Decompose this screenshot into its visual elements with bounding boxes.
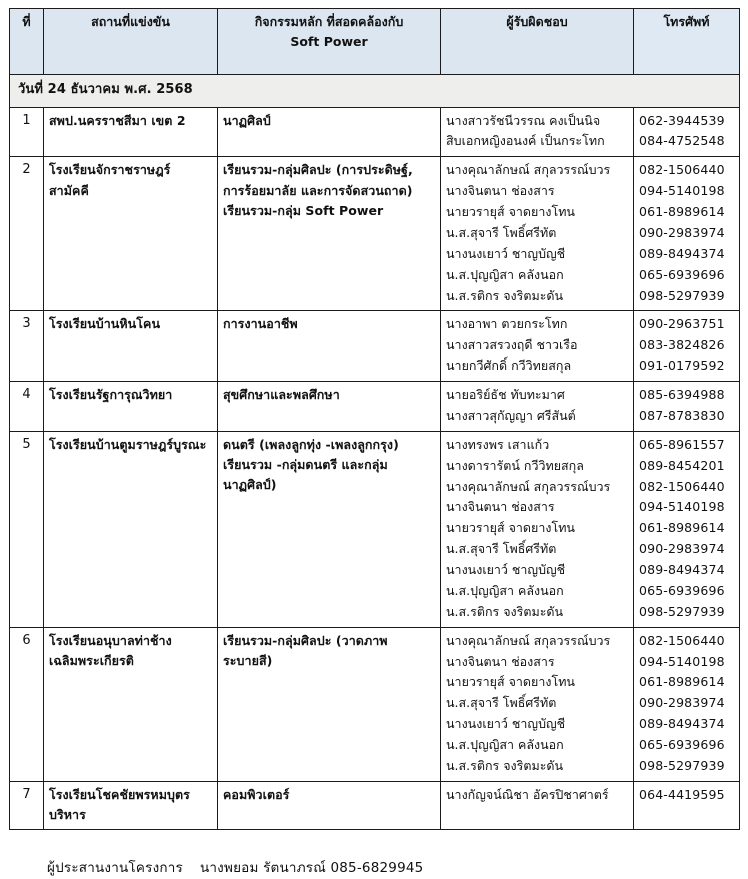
column-header-activity [218,9,441,75]
activity-line: นาฏศิลป์ [223,112,271,128]
phone-number: 090-2983974 [639,541,725,557]
venue-line: โรงเรียนรัฐการุณวิทยา [49,387,173,403]
footer-coordinator-contact: นางพยอม รัตนาภรณ์ 085-6829945 [199,860,424,877]
phone-number: 090-2983974 [639,695,725,711]
phone-number: 082-1506440 [639,162,725,178]
activity-line: การงานอาชีพ [223,316,298,332]
responsible-name: นางสาวสรวงฤดี ชาวเรือ [446,337,578,353]
venue-line: สามัคคี [49,182,89,198]
cell-number: 6 [10,627,44,781]
phone-number: 090-2963751 [639,316,725,332]
cell-phone [634,627,740,781]
phone-number: 098-5297939 [639,757,725,773]
responsible-name: นางนงเยาว์ ชาญบัญชี [446,562,566,578]
responsible-name: น.ส.สุจารี โพธิ์ศรีทัต [446,224,557,240]
phone-number: 098-5297939 [639,287,725,303]
cell-responsible [441,382,634,432]
phone-number: 065-6939696 [639,737,725,753]
responsible-name: นางนงเยาว์ ชาญบัญชี [446,245,566,261]
activity-line: เรียนรวม-กลุ่มศิลปะ (วาดภาพ [223,632,388,648]
activity-line: เรียนรวม-กลุ่ม Soft Power [223,202,384,218]
table-body [10,75,740,830]
cell-activity [218,107,441,157]
cell-number: 2 [10,157,44,311]
responsible-name: นายกวีศักดิ์ กวีวิทยสกุล [446,358,572,374]
phone-number: 061-8989614 [639,520,725,536]
responsible-name: นางจินตนา ช่องสาร [446,653,555,669]
responsible-name: นายวรายุส์ จาดยางโทน [446,520,575,536]
activity-line: นาฏศิลป์) [223,477,277,493]
table-row [10,781,740,830]
table-row [10,311,740,382]
responsible-name: น.ส.ปุญญิสา คลังนอก [446,266,564,282]
table-row [10,627,740,781]
phone-number: 087-8783830 [639,407,725,423]
cell-number: 3 [10,311,44,382]
venue-line: โรงเรียนอนุบาลท่าช้าง [49,632,172,648]
venue-line: สพป.นครราชสีมา เขต 2 [49,112,186,128]
cell-venue [44,382,218,432]
venue-line: บริหาร [49,807,86,823]
responsible-name: นางสาวสุกัญญา ศรีสันต์ [446,407,576,423]
responsible-name: นายวรายุส์ จาดยางโทน [446,204,575,220]
cell-venue [44,157,218,311]
cell-activity [218,311,441,382]
responsible-name: น.ส.ปุญญิสา คลังนอก [446,737,564,753]
activity-line: การร้อยมาลัย และการจัดสวนถาด) [223,182,413,198]
column-header-responsible: ผู้รับผิดชอบ [441,9,634,75]
venue-line: เฉลิมพระเกียรติ [49,652,134,668]
responsible-name: นางนงเยาว์ ชาญบัญชี [446,716,566,732]
responsible-name: นางคุณาลักษณ์ สกุลวรรณ์บวร [446,162,611,178]
phone-number: 061-8989614 [639,204,725,220]
phone-number: 082-1506440 [639,632,725,648]
cell-number: 4 [10,382,44,432]
responsible-name: นางทรงพร เสาแก้ว [446,436,550,452]
cell-venue [44,311,218,382]
cell-phone [634,781,740,830]
cell-number: 1 [10,107,44,157]
cell-phone [634,157,740,311]
cell-venue [44,627,218,781]
cell-venue [44,107,218,157]
responsible-name: นางคุณาลักษณ์ สกุลวรรณ์บวร [446,478,611,494]
phone-number: 089-8454201 [639,457,725,473]
responsible-name: นางคุณาลักษณ์ สกุลวรรณ์บวร [446,632,611,648]
cell-responsible [441,781,634,830]
responsible-name: น.ส.สุจารี โพธิ์ศรีทัต [446,541,557,557]
phone-number: 065-8961557 [639,436,725,452]
activity-line: สุขศึกษาและพลศึกษา [223,387,340,403]
competition-schedule-table [9,8,740,830]
responsible-name: น.ส.รติกร จงริตมะดัน [446,287,564,303]
cell-responsible [441,157,634,311]
responsible-name: น.ส.สุจารี โพธิ์ศรีทัต [446,695,557,711]
phone-number: 085-6394988 [639,387,725,403]
responsible-name: นางสาวรัชนีวรรณ คงเป็นนิจ [446,112,601,128]
column-header-activity-line2: Soft Power [290,33,368,49]
footer-coordinator-label: ผู้ประสานงานโครงการ [47,860,183,877]
cell-activity [218,382,441,432]
cell-phone [634,107,740,157]
responsible-name: นางจินตนา ช่องสาร [446,183,555,199]
phone-number: 065-6939696 [639,582,725,598]
column-header-number: ที่ [10,9,44,75]
phone-number: 062-3944539 [639,112,725,128]
phone-number: 084-4752548 [639,133,725,149]
table-header [10,9,740,75]
phone-number: 065-6939696 [639,266,725,282]
cell-responsible [441,431,634,627]
responsible-name: สิบเอกหญิงอนงค์ เป็นกระโทก [446,133,605,149]
cell-responsible [441,311,634,382]
responsible-name: นายวรายุส์ จาดยางโทน [446,674,575,690]
responsible-name: นางอาพา ตวยกระโทก [446,316,568,332]
phone-number: 082-1506440 [639,478,725,494]
column-header-phone: โทรศัพท์ [634,9,740,75]
cell-responsible [441,627,634,781]
phone-number: 090-2983974 [639,224,725,240]
phone-number: 089-8494374 [639,716,725,732]
responsible-name: นางกัญจน์ณิชา อัครปิชาศาตร์ [446,786,609,802]
table-row [10,107,740,157]
cell-number: 5 [10,431,44,627]
activity-line: ดนตรี (เพลงลูกทุ่ง -เพลงลูกกรุง) [223,436,399,452]
cell-number: 7 [10,781,44,830]
cell-activity [218,781,441,830]
cell-activity [218,157,441,311]
cell-activity [218,627,441,781]
cell-phone [634,311,740,382]
table-row [10,157,740,311]
responsible-name: นายอริย์ธัช ทับทะมาศ [446,387,565,403]
column-header-venue: สถานที่แข่งขัน [44,9,218,75]
phone-number: 094-5140198 [639,653,725,669]
activity-line: คอมพิวเตอร์ [223,786,290,802]
cell-phone [634,431,740,627]
venue-line: โรงเรียนบ้านตูมราษฎร์บูรณะ [49,436,207,452]
cell-venue [44,431,218,627]
responsible-name: น.ส.รติกร จงริตมะดัน [446,757,564,773]
date-banner-row [10,75,740,108]
phone-number: 091-0179592 [639,358,725,374]
activity-line: เรียนรวม -กลุ่มดนตรี และกลุ่ม [223,457,388,473]
table-row [10,382,740,432]
table-row [10,431,740,627]
phone-number: 098-5297939 [639,603,725,619]
venue-line: โรงเรียนโชคชัยพรหมบุตร [49,786,190,802]
phone-number: 094-5140198 [639,499,725,515]
activity-line: ระบายสี) [223,652,273,668]
header-row [10,9,740,75]
cell-phone [634,382,740,432]
column-header-activity-line1: กิจกรรมหลัก ที่สอดคล้องกับ [254,14,404,29]
phone-number: 083-3824826 [639,337,725,353]
phone-number: 089-8494374 [639,562,725,578]
phone-number: 064-4419595 [639,786,725,802]
cell-activity [218,431,441,627]
footer-coordinator [9,856,739,878]
date-banner-text: วันที่ 24 ธันวาคม พ.ศ. 2568 [10,75,740,108]
activity-line: เรียนรวม-กลุ่มศิลปะ (การประดิษฐ์, [223,162,413,178]
responsible-name: น.ส.รติกร จงริตมะดัน [446,603,564,619]
phone-number: 094-5140198 [639,183,725,199]
phone-number: 089-8494374 [639,245,725,261]
cell-responsible [441,107,634,157]
venue-line: โรงเรียนจักราชราษฎร์ [49,162,171,178]
responsible-name: นางดารารัตน์ กวีวิทยสกุล [446,457,584,473]
venue-line: โรงเรียนบ้านหินโคน [49,316,161,332]
responsible-name: นางจินตนา ช่องสาร [446,499,555,515]
phone-number: 061-8989614 [639,674,725,690]
responsible-name: น.ส.ปุญญิสา คลังนอก [446,582,564,598]
cell-venue [44,781,218,830]
